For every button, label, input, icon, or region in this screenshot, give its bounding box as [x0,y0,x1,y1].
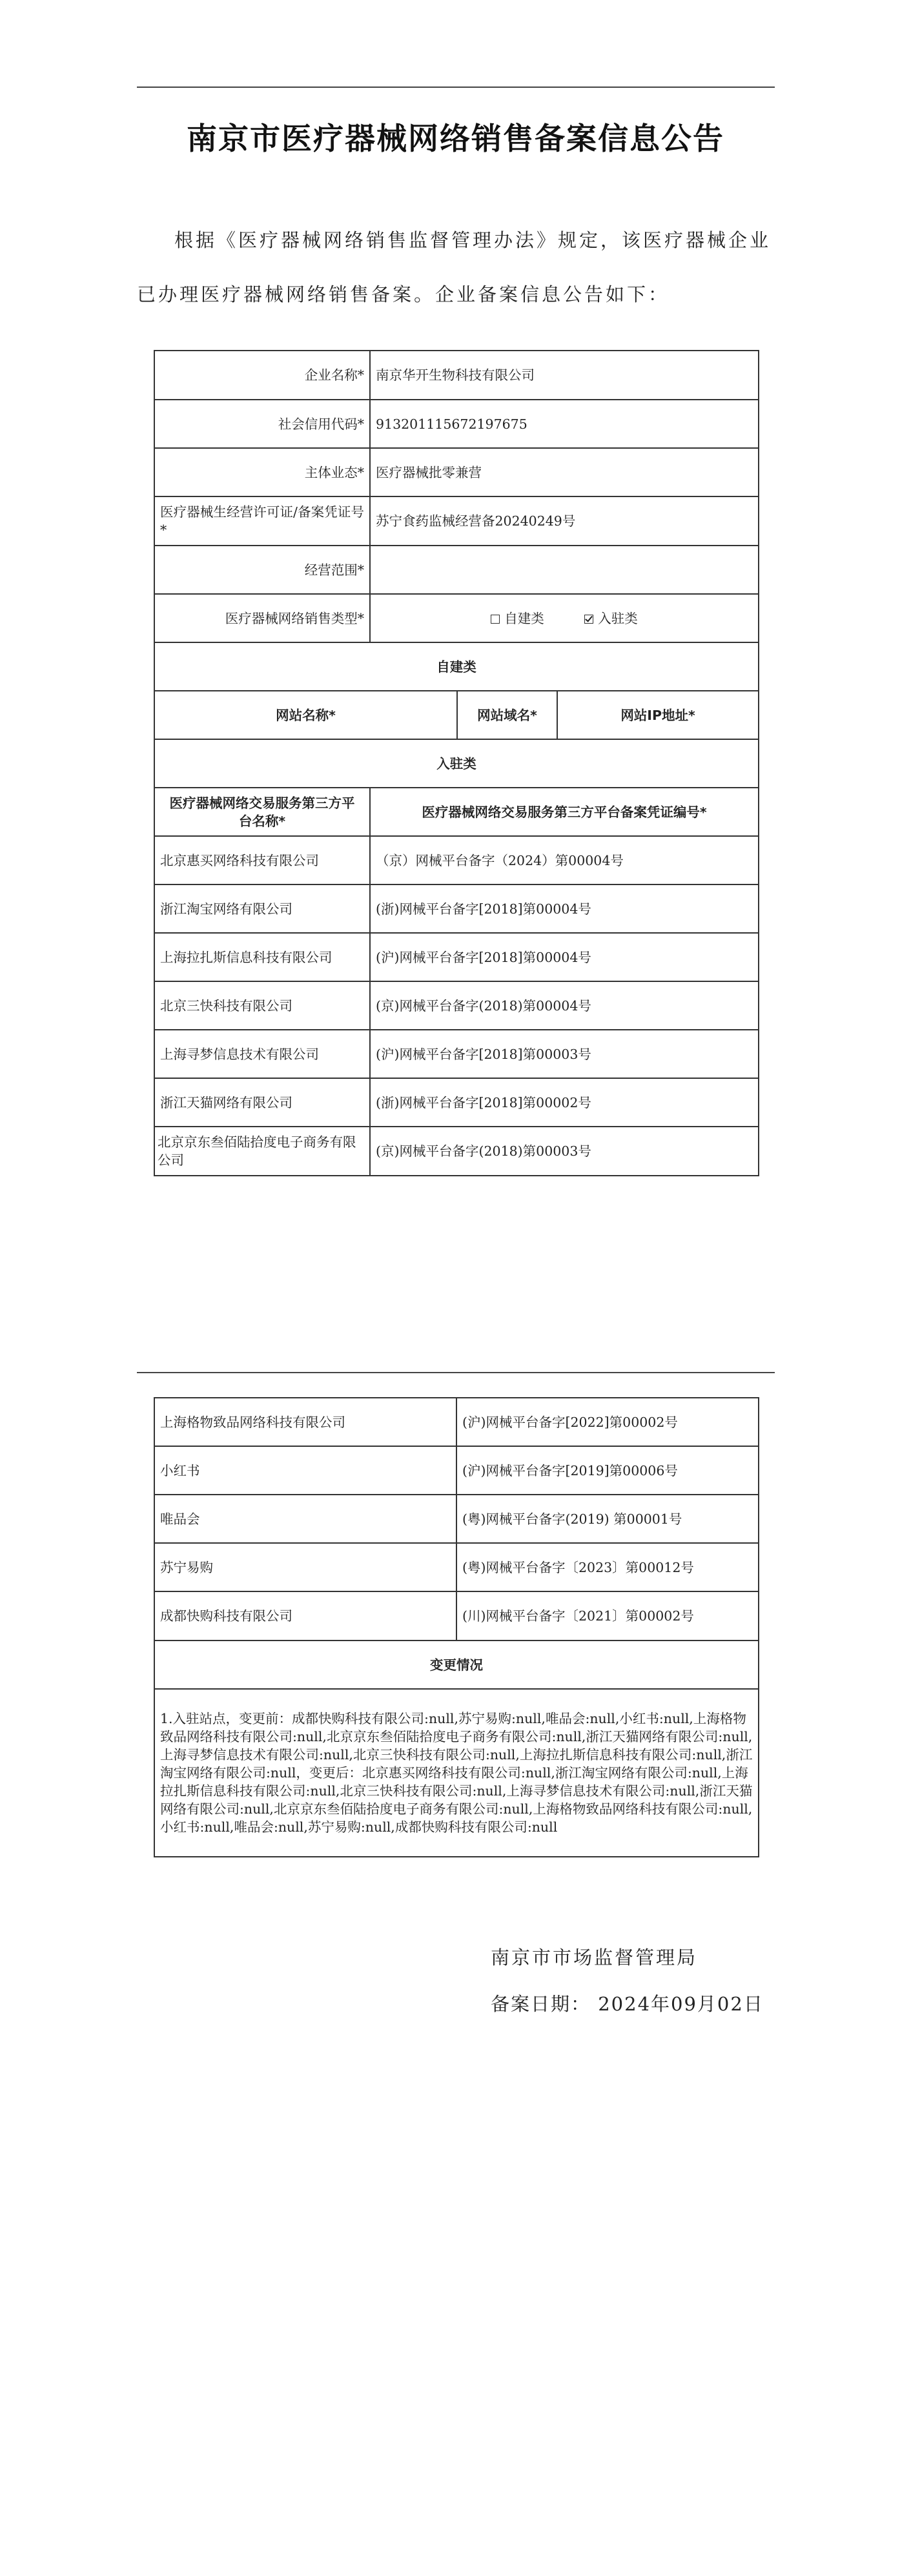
column-header: 医疗器械网络交易服务第三方平台备案凭证编号* [370,788,759,836]
table-row [154,1446,759,1495]
section-changes [154,1641,759,1689]
info-row-scope [154,546,759,594]
platform-name: 成都快购科技有限公司 [154,1591,456,1641]
platform-code: (京)网械平台备字(2018)第00004号 [370,981,759,1030]
page-break-rule [137,1372,775,1373]
info-value [370,546,759,594]
platform-code: (浙)网械平台备字[2018]第00002号 [370,1078,759,1127]
platform-name: 北京惠买网络科技有限公司 [154,836,370,884]
changes-row [154,1689,759,1857]
info-row-business-form [154,448,759,496]
platform-code: （京）网械平台备字（2024）第00004号 [370,836,759,884]
option-settled: 入驻类 [584,609,638,628]
platform-name: 苏宁易购 [154,1543,456,1591]
table-row [154,981,759,1030]
platform-code: (沪)网械平台备字[2022]第00002号 [456,1398,759,1446]
unchecked-box-icon [491,615,500,624]
option-self-built: 自建类 [491,609,544,628]
section-title: 变更情况 [154,1641,759,1689]
section-title: 入驻类 [154,739,759,788]
checked-box-icon [584,615,593,624]
info-value: 913201115672197675 [370,400,759,448]
changes-text: 1.入驻站点，变更前：成都快购科技有限公司:null,苏宁易购:null,唯品会:null,小红书:null,上海格物致品网络科技有限公司:null,北京京东叁佰陆拾度电子商务有限公司:null,浙江天猫网络有限公司:null,上海寻梦信息技术有限公司:null,北京三快科技有限公司:null,上海拉扎斯信息科技有限公司:null,浙江淘宝网络有限公司:null，变更后：北京惠买网络科技有限公司:null,浙江淘宝网络有限公司:null,上海拉扎斯信息科技有限公司:null,北京三快科技有限公司:null,上海寻梦信息技术有限公司:null,浙江天猫网络有限公司:null,北京京东叁佰陆拾度电子商务有限公司:null,上海格物致品网络科技有限公司:null,小红书:null,唯品会:null,苏宁易购:null,成都快购科技有限公司:null [154,1689,759,1857]
platform-code: (川)网械平台备字〔2021〕第00002号 [456,1591,759,1641]
column-header: 网站名称* [154,691,457,739]
platform-code: (沪)网械平台备字[2018]第00003号 [370,1030,759,1078]
info-value: 医疗器械批零兼营 [370,448,759,496]
info-value: 南京华开生物科技有限公司 [370,351,759,400]
intro-paragraph: 根据《医疗器械网络销售监督管理办法》规定，该医疗器械企业已办理医疗器械网络销售备案。企业备案信息公告如下： [137,229,772,305]
issuing-authority: 南京市市场监督管理局 [491,1947,698,1968]
top-rule [137,87,775,88]
info-label: 主体业态* [154,448,370,496]
table-row [154,1591,759,1641]
platform-code: (粤)网械平台备字(2019) 第00001号 [456,1495,759,1543]
info-row-sales-type [154,594,759,642]
platform-name: 唯品会 [154,1495,456,1543]
self-built-header-row [154,691,759,739]
platform-name: 上海格物致品网络科技有限公司 [154,1398,456,1446]
info-label: 医疗器械生经营许可证/备案凭证号* [154,496,370,546]
table-row [154,1078,759,1127]
sales-type-options [370,594,759,642]
platform-code: (京)网械平台备字(2018)第00003号 [370,1127,759,1176]
platform-name: 北京京东叁佰陆拾度电子商务有限公司 [154,1127,370,1176]
info-value: 苏宁食药监械经营备20240249号 [370,496,759,546]
platform-code: (沪)网械平台备字[2019]第00006号 [456,1446,759,1495]
platform-name: 北京三快科技有限公司 [154,981,370,1030]
platform-code: (沪)网械平台备字[2018]第00004号 [370,933,759,981]
filing-date: 备案日期： 2024年09月02日 [491,1993,764,2015]
table-row [154,1127,759,1176]
settled-header-row [154,788,759,836]
column-header: 网站域名* [457,691,557,739]
info-label: 经营范围* [154,546,370,594]
table-row [154,1543,759,1591]
platform-code: (粤)网械平台备字〔2023〕第00012号 [456,1543,759,1591]
platform-name: 上海拉扎斯信息科技有限公司 [154,933,370,981]
column-header: 网站IP地址* [557,691,759,739]
info-label: 企业名称* [154,351,370,400]
platform-name: 浙江淘宝网络有限公司 [154,884,370,933]
page-title: 南京市医疗器械网络销售备案信息公告 [187,121,724,157]
column-header: 医疗器械网络交易服务第三方平台名称* [154,788,370,836]
table-row [154,1398,759,1446]
info-row-license [154,496,759,546]
platform-name: 浙江天猫网络有限公司 [154,1078,370,1127]
platform-code: (浙)网械平台备字[2018]第00004号 [370,884,759,933]
table-row [154,1495,759,1543]
info-row-company [154,351,759,400]
table-row [154,884,759,933]
info-label: 医疗器械网络销售类型* [154,594,370,642]
section-settled [154,739,759,788]
platform-name: 小红书 [154,1446,456,1495]
table-row [154,836,759,884]
info-label: 社会信用代码* [154,400,370,448]
platform-name: 上海寻梦信息技术有限公司 [154,1030,370,1078]
filing-info-table-continued [154,1397,759,1857]
section-title: 自建类 [154,642,759,691]
filing-info-table [154,350,759,1176]
table-row [154,1030,759,1078]
section-self-built [154,642,759,691]
info-row-credit-code [154,400,759,448]
table-row [154,933,759,981]
